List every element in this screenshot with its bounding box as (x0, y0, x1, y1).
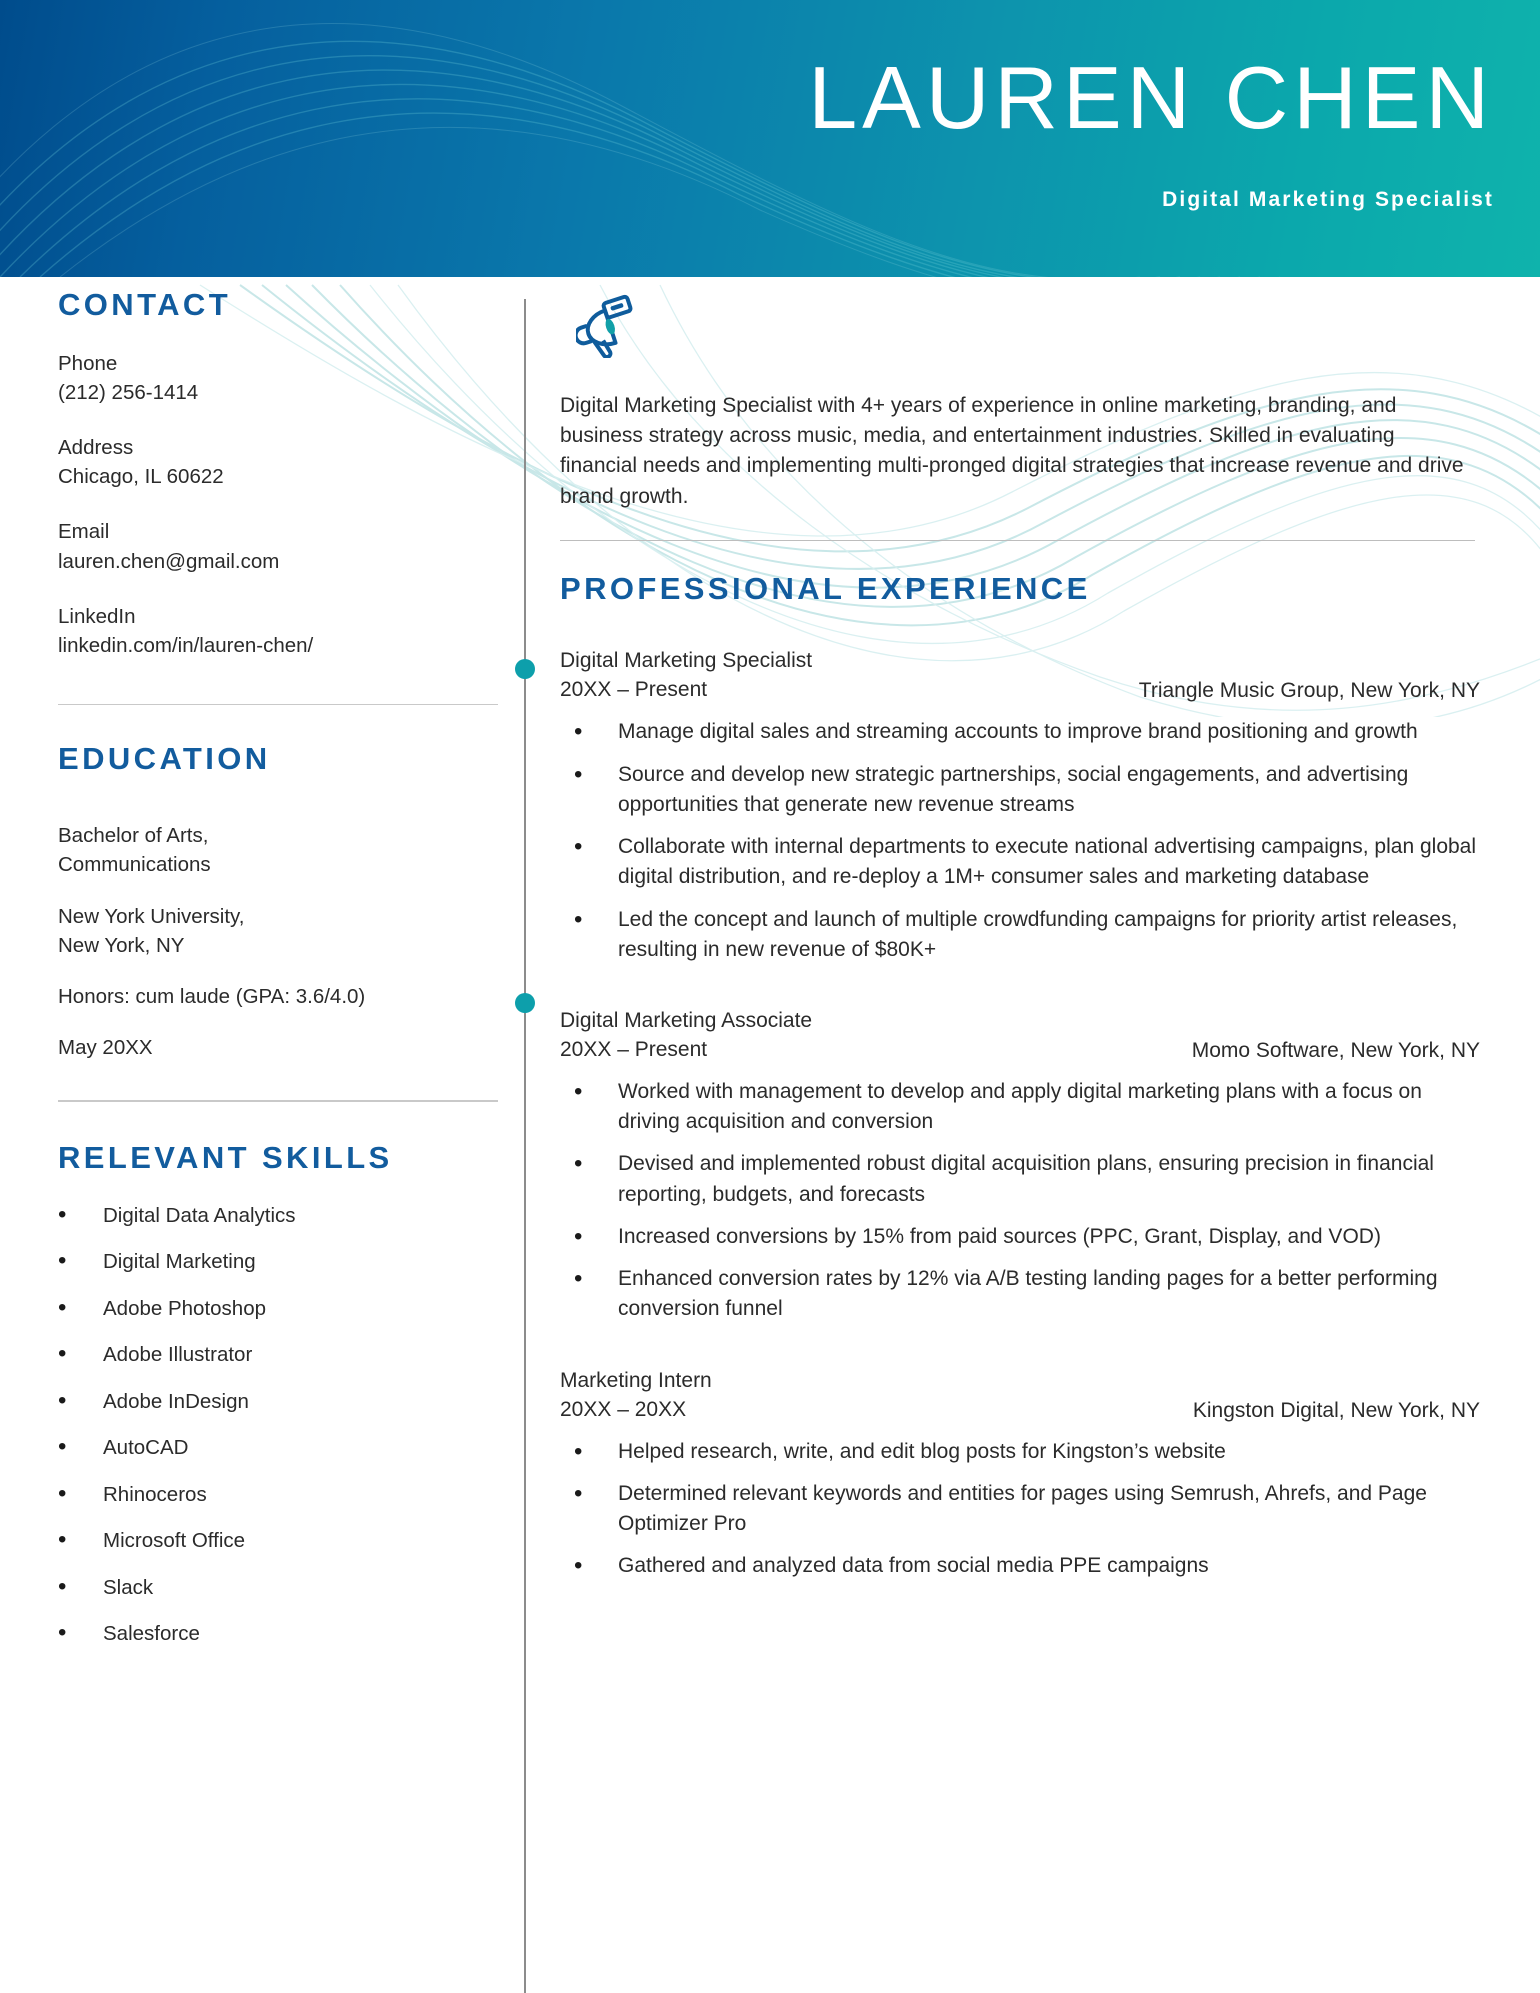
summary-divider (560, 540, 1475, 542)
list-item: • AutoCAD (58, 1436, 498, 1460)
list-item: • Rhinoceros (58, 1483, 498, 1507)
education-school (58, 902, 498, 960)
contact-label-linkedin: LinkedIn (58, 604, 136, 628)
divider-dot-marker-2 (515, 993, 535, 1013)
contact-item-email (58, 517, 498, 575)
contact-item-address (58, 433, 498, 491)
list-item: • Enhanced conversion rates by 12% via A/B testing landing pages for a better performing conversion funnel (560, 1264, 1478, 1324)
contact-item-linkedin (58, 602, 498, 660)
job-bullet-list (560, 717, 1480, 965)
job-title: Digital Marketing Associate (560, 1009, 813, 1033)
education-school-line1: New York University, (58, 904, 245, 928)
contact-value-phone[interactable]: (212) 256-1414 (58, 381, 199, 405)
list-item: • Collaborate with internal departments to execute national advertising campaigns, plan global digital distribution, and re-deploy a 1M+ consumer sales and marketing database (560, 832, 1478, 892)
list-item: • Source and develop new strategic partnerships, social engagements, and advertising opportunities that generate new revenue streams (560, 760, 1478, 820)
job-company: Momo Software, New York, NY (1191, 1038, 1480, 1062)
experience-entry (560, 1367, 1480, 1582)
job-bullet-list (560, 1437, 1480, 1582)
list-item: • Adobe InDesign (58, 1390, 498, 1414)
resume-body (0, 277, 1540, 1993)
contact-item-phone (58, 349, 498, 407)
list-item: • Salesforce (58, 1622, 498, 1646)
experience-entry (560, 1007, 1480, 1325)
list-item: • Determined relevant keywords and entities for pages using Semrush, Ahrefs, and Page Optimizer Pro (560, 1479, 1478, 1539)
list-item: • Microsoft Office (58, 1529, 498, 1553)
sidebar-divider-1 (58, 704, 498, 706)
page-title: LAUREN CHEN (808, 48, 1494, 147)
list-item: • Led the concept and launch of multiple crowdfunding campaigns for priority artist releases, resulting in new revenue of $80K+ (560, 905, 1478, 965)
job-dates: 20XX – Present (560, 678, 708, 702)
megaphone-icon (576, 294, 642, 358)
list-item: • Helped research, write, and edit blog posts for Kingston’s website (560, 1437, 1478, 1467)
contact-heading: CONTACT (58, 287, 232, 322)
list-item: • Gathered and analyzed data from social media PPE campaigns (560, 1551, 1478, 1581)
column-divider (524, 299, 526, 1993)
education-degree-line2: Communications (58, 853, 211, 877)
contact-label-phone: Phone (58, 352, 118, 375)
list-item: • Increased conversions by 15% from paid sources (PPC, Grant, Display, and VOD) (560, 1222, 1478, 1252)
job-header (560, 647, 1480, 705)
sidebar (58, 277, 498, 1669)
list-item: • Worked with management to develop and apply digital marketing plans with a focus on driving acquisition and conversion (560, 1077, 1478, 1137)
skills-section (58, 1140, 498, 1647)
list-item: • Digital Data Analytics (58, 1204, 498, 1228)
job-dates: 20XX – 20XX (560, 1397, 687, 1421)
contact-section (58, 287, 498, 660)
job-dates: 20XX – Present (560, 1037, 708, 1061)
contact-value-email[interactable]: lauren.chen@gmail.com (58, 549, 280, 573)
sidebar-divider-2 (58, 1100, 498, 1102)
job-company: Kingston Digital, New York, NY (1192, 1398, 1480, 1422)
header-subtitle: Digital Marketing Specialist (1162, 188, 1494, 211)
list-item: • Slack (58, 1576, 498, 1600)
education-heading: EDUCATION (58, 741, 271, 777)
contact-label-email: Email (58, 520, 110, 544)
contact-label-address: Address (58, 436, 134, 460)
skills-list (58, 1204, 498, 1647)
divider-dot-marker-1 (515, 659, 535, 679)
education-grad-date: May 20XX (58, 1035, 153, 1059)
education-degree (58, 821, 498, 879)
professional-summary: Digital Marketing Specialist with 4+ years of experience in online marketing, branding, and business strategy across music, media, and entertainment industries. Skilled in evaluating financial needs and implementing multi-pronged digital strategies that increase revenue and drive brand growth. (560, 394, 1464, 508)
list-item: • Devised and implemented robust digital acquisition plans, ensuring precision in financial reporting, budgets, and forecasts (560, 1149, 1478, 1209)
resume-header-banner (0, 0, 1540, 277)
education-section (58, 741, 498, 1062)
list-item: • Adobe Photoshop (58, 1297, 498, 1321)
list-item: • Adobe Illustrator (58, 1343, 498, 1367)
job-bullet-list (560, 1077, 1480, 1325)
list-item: • Digital Marketing (58, 1250, 498, 1274)
list-item: • Manage digital sales and streaming accounts to improve brand positioning and growth (560, 717, 1478, 747)
contact-value-address: Chicago, IL 60622 (58, 465, 224, 489)
header-text-block (808, 0, 1494, 212)
skills-heading: RELEVANT SKILLS (58, 1139, 393, 1175)
job-header (560, 1007, 1480, 1065)
education-school-line2: New York, NY (58, 933, 185, 957)
job-company: Triangle Music Group, New York, NY (1138, 679, 1480, 703)
education-degree-line1: Bachelor of Arts, (58, 824, 209, 848)
education-honors: Honors: cum laude (GPA: 3.6/4.0) (58, 984, 366, 1008)
job-title: Marketing Intern (560, 1368, 712, 1392)
contact-value-linkedin[interactable]: linkedin.com/in/lauren-chen/ (58, 633, 314, 657)
job-title: Digital Marketing Specialist (560, 649, 813, 673)
main-column (560, 277, 1480, 1593)
experience-entry (560, 647, 1480, 965)
job-header (560, 1367, 1480, 1425)
experience-heading: PROFESSIONAL EXPERIENCE (560, 571, 1091, 607)
